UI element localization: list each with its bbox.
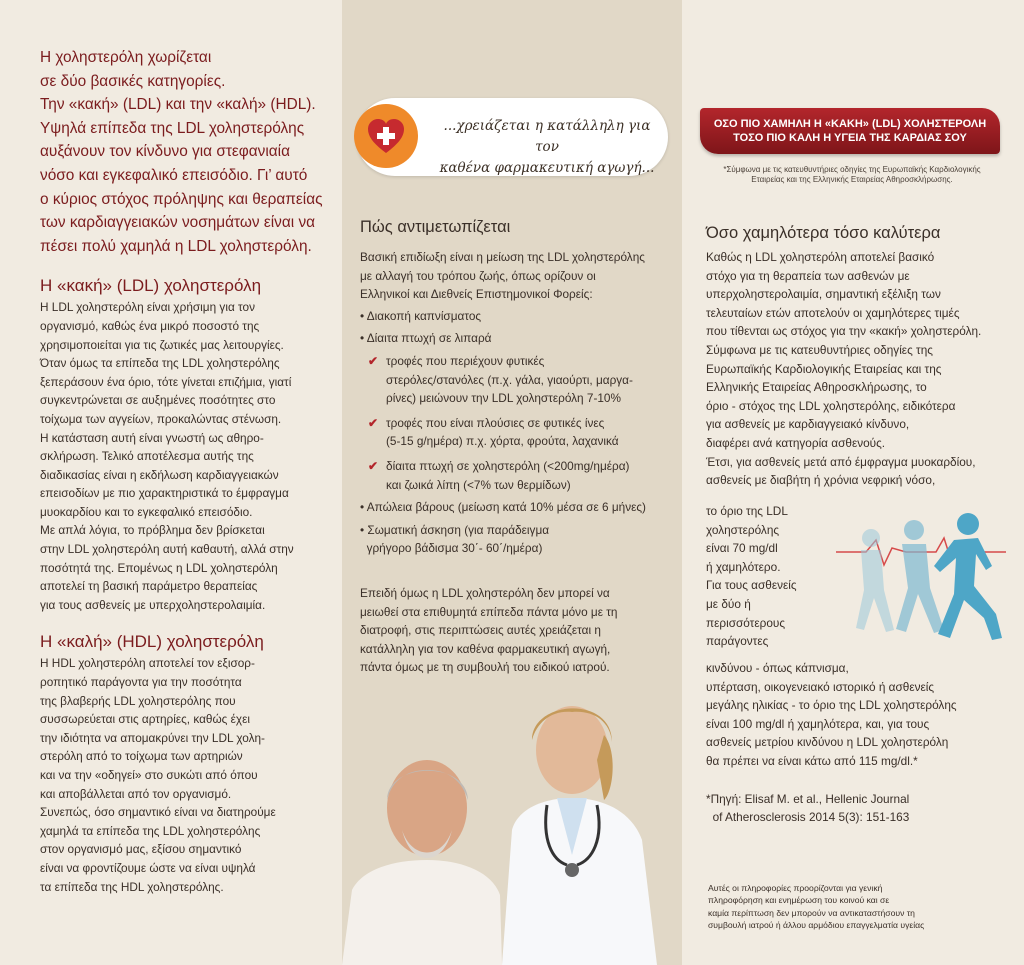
- check-mark-icon: ✔: [368, 415, 378, 430]
- left-column: [0, 0, 342, 965]
- quote-text: ...χρειάζεται η κατάλληλη για τον καθένα φαρμακευτική αγωγή...: [439, 118, 655, 176]
- check-item: [360, 414, 676, 451]
- check-mark-icon: ✔: [368, 458, 378, 473]
- heart-plus-icon: [354, 104, 418, 168]
- check-item: [360, 457, 676, 494]
- check-item-text: τροφές που περιέχουν φυτικές στερόλες/στανόλες (π.χ. γάλα, γιαούρτι, μαργα- ρίνες) μειώνουν την LDL χοληστερόλη 7-10%: [386, 353, 633, 406]
- check-item: [360, 352, 676, 408]
- hdl-heading: Η «καλή» (HDL) χοληστερόλη: [40, 632, 264, 652]
- lower-better-body-bottom: κινδύνου - όπως κάπνισμα, υπέρταση, οικογενειακό ιστορικό ή ασθενείς μεγάλης ηλικίας - το όριο της LDL χοληστερόλης είναι 100 mg/dl ή χαμηλότερα, και, για τους ασθενείς μετρίου κινδύνου η LDL χοληστερόλη θα πρέπει να είναι κάτω από 115 mg/dl.*: [706, 661, 957, 768]
- lower-better-body-top: Καθώς η LDL χοληστερόλη αποτελεί βασικό στόχο για τη θεραπεία των ασθενών με υπερχοληστερολαιμία, σημαντική εξέλιξη των τελευταίων ετών αποτελούν οι χαμηλότερες τιμές που τίθενται ως στόχος για την «κακή» χοληστερόλη. Σύμφωνα με τις κατευθυντήριες οδηγίες της Ευρωπαϊκής Καρδιολογικής Εταιρείας και της Ελληνικής Εταιρείας Αθηροσκλήρωσης, το όριο - στόχος της LDL χοληστερόλης, ειδικότερα για ασθενείς με καρδιαγγειακό κίνδυνο, διαφέρει ανά κατηγορία ασθενούς. Έτσι, για ασθενείς μετά από έμφραγμα μυοκαρδίου, ασθενείς με διαβήτη ή χρόνια νεφρική νόσο,: [706, 250, 982, 488]
- lower-better-heading: Όσο χαμηλότερα τόσο καλύτερα: [706, 224, 941, 242]
- doctor-patient-photo: [342, 680, 682, 965]
- ldl-body: Η LDL χοληστερόλη είναι χρήσιμη για τον οργανισμό, καθώς ένα μικρό ποσοστό της χρησιμοποιείται για τις ζωτικές μας λειτουργίες. Όταν όμως τα επίπεδα της LDL χοληστερόλης ξεπεράσουν ένα όριο, τότε γίνεται επιζήμια, γιατί συγκεντρώνεται σε αυξημένες ποσότητες στο τοίχωμα των αγγείων, προκαλώντας στένωση. Η κατάσταση αυτή είναι γνωστή ως αθηρο- σκλήρωση. Τελικό αποτέλεσμα αυτής της διαδικασίας είναι η εκδήλωση καρδιαγγειακών επεισοδίων με πιο χαρακτηριστικά το έμφραγμα μυοκαρδίου και το εγκεφαλικό επεισόδιο. Με απλά λόγια, το πρόβλημα δεν βρίσκεται στην LDL χοληστερόλη αυτή καθαυτή, αλλά στην ποσότητά της. Επομένως η LDL χοληστερόλη αποτελεί τη βασική παράμετρο θεραπείας για τους ασθενείς με υπερχοληστερολαιμία.: [40, 300, 294, 612]
- treatment-heading: Πώς αντιμετωπίζεται: [360, 218, 511, 236]
- lower-better-body-mid: το όριο της LDL χοληστερόλης είναι 70 mg/dl ή χαμηλότερο. Για τους ασθενείς με δύο ή περισσότερους παράγοντες: [706, 504, 797, 649]
- headline-banner: ΟΣΟ ΠΙΟ ΧΑΜΗΛΗ Η «ΚΑΚΗ» (LDL) ΧΟΛΗΣΤΕΡΟΛΗ ΤΟΣΟ ΠΙΟ ΚΑΛΗ Η ΥΓΕΙΑ ΤΗΣ ΚΑΡΔΙΑΣ ΣΟΥ: [700, 108, 1000, 154]
- treatment-closing: Επειδή όμως η LDL χοληστερόλη δεν μπορεί να μειωθεί στα επιθυμητά επίπεδα πάντα μόνο με τη διατροφή, στις περιπτώσεις αυτές χρειάζεται η κατάλληλη για τον καθένα φαρμακευτική αγωγή, πάντα όμως με τη συμβουλή του ειδικού ιατρού.: [360, 586, 618, 675]
- check-mark-icon: ✔: [368, 353, 378, 368]
- intro-text: Η χοληστερόλη χωρίζεται σε δύο βασικές κατηγορίες. Την «κακή» (LDL) και την «καλή» (HDL). Υψηλά επίπεδα της LDL χοληστερόλης αυξάνουν τον κίνδυνο για στεφανιαία νόσο και εγκεφαλικό επεισόδιο. Γι’ αυτό ο κύριος στόχος πρόληψης και θεραπείας των καρδιαγγειακών νοσημάτων είναι να πέσει πολύ χαμηλά η LDL χοληστερόλη.: [40, 49, 323, 255]
- hdl-body: Η HDL χοληστερόλη αποτελεί τον εξισορ- ροπητικό παράγοντα για την ποσότητα της βλαβερής LDL χοληστερόλης που συσσωρεύεται στις αρτηρίες, καθώς έχει την ιδιότητα να απομακρύνει την LDL χολη- στερόλη από το τοίχωμα των αρτηριών και να την «οδηγεί» στο συκώτι από όπου και αποβάλλεται από τον οργανισμό. Συνεπώς, όσο σημαντικό είναι να διατηρούμε χαμηλά τα επίπεδα της LDL χοληστερόλης στον οργανισμό μας, εξίσου σημαντικό είναι να φροντίζουμε ώστε να είναι υψηλά τα επίπεδα της HDL χοληστερόλης.: [40, 656, 276, 894]
- ldl-heading: Η «κακή» (LDL) χοληστερόλη: [40, 276, 262, 296]
- check-item-text: δίαιτα πτωχή σε χοληστερόλη (<200mg/ημέρα) και ζωικά λίπη (<7% των θερμίδων): [386, 458, 630, 492]
- right-column: [682, 0, 1024, 965]
- list-item: • Σωματική άσκηση (για παράδειγμα γρήγορο βάδισμα 30΄- 60΄/ημέρα): [360, 522, 550, 556]
- banner-footnote: *Σύμφωνα με τις κατευθυντήριες οδηγίες της Ευρωπαϊκής Καρδιολογικής Εταιρείας και της Ελληνικής Εταιρείας Αθηροσκλήρωσης.: [723, 165, 981, 184]
- treatment-list: [360, 248, 676, 558]
- runner-silhouette-icon: [836, 510, 1006, 650]
- list-item: • Διακοπή καπνίσματος: [360, 308, 482, 323]
- quote-bubble: [356, 98, 668, 176]
- treatment-lead: Βασική επιδίωξη είναι η μείωση της LDL χοληστερόλης με αλλαγή του τρόπου ζωής, όπως ορίζουν οι Ελληνικοί και Διεθνείς Επιστημονικοί Φορείς:: [360, 250, 645, 302]
- source-citation: *Πηγή: Elisaf M. et al., Hellenic Journal of Atherosclerosis 2014 5(3): 151-163: [706, 792, 910, 824]
- list-item: • Δίαιτα πτωχή σε λιπαρά: [360, 331, 492, 346]
- disclaimer-text: Αυτές οι πληροφορίες προορίζονται για γενική πληροφόρηση και ενημέρωση του κοινού και σε καμία περίπτωση δεν μπορούν να αντικαταστήσουν τη συμβουλή ιατρού ή άλλου αρμόδιου επαγγελματία υγείας: [708, 883, 925, 931]
- check-item-text: τροφές που είναι πλούσιες σε φυτικές ίνες (5-15 g/ημέρα) π.χ. χόρτα, φρούτα, λαχανικά: [386, 415, 619, 449]
- list-item: • Απώλεια βάρους (μείωση κατά 10% μέσα σε 6 μήνες): [360, 500, 646, 515]
